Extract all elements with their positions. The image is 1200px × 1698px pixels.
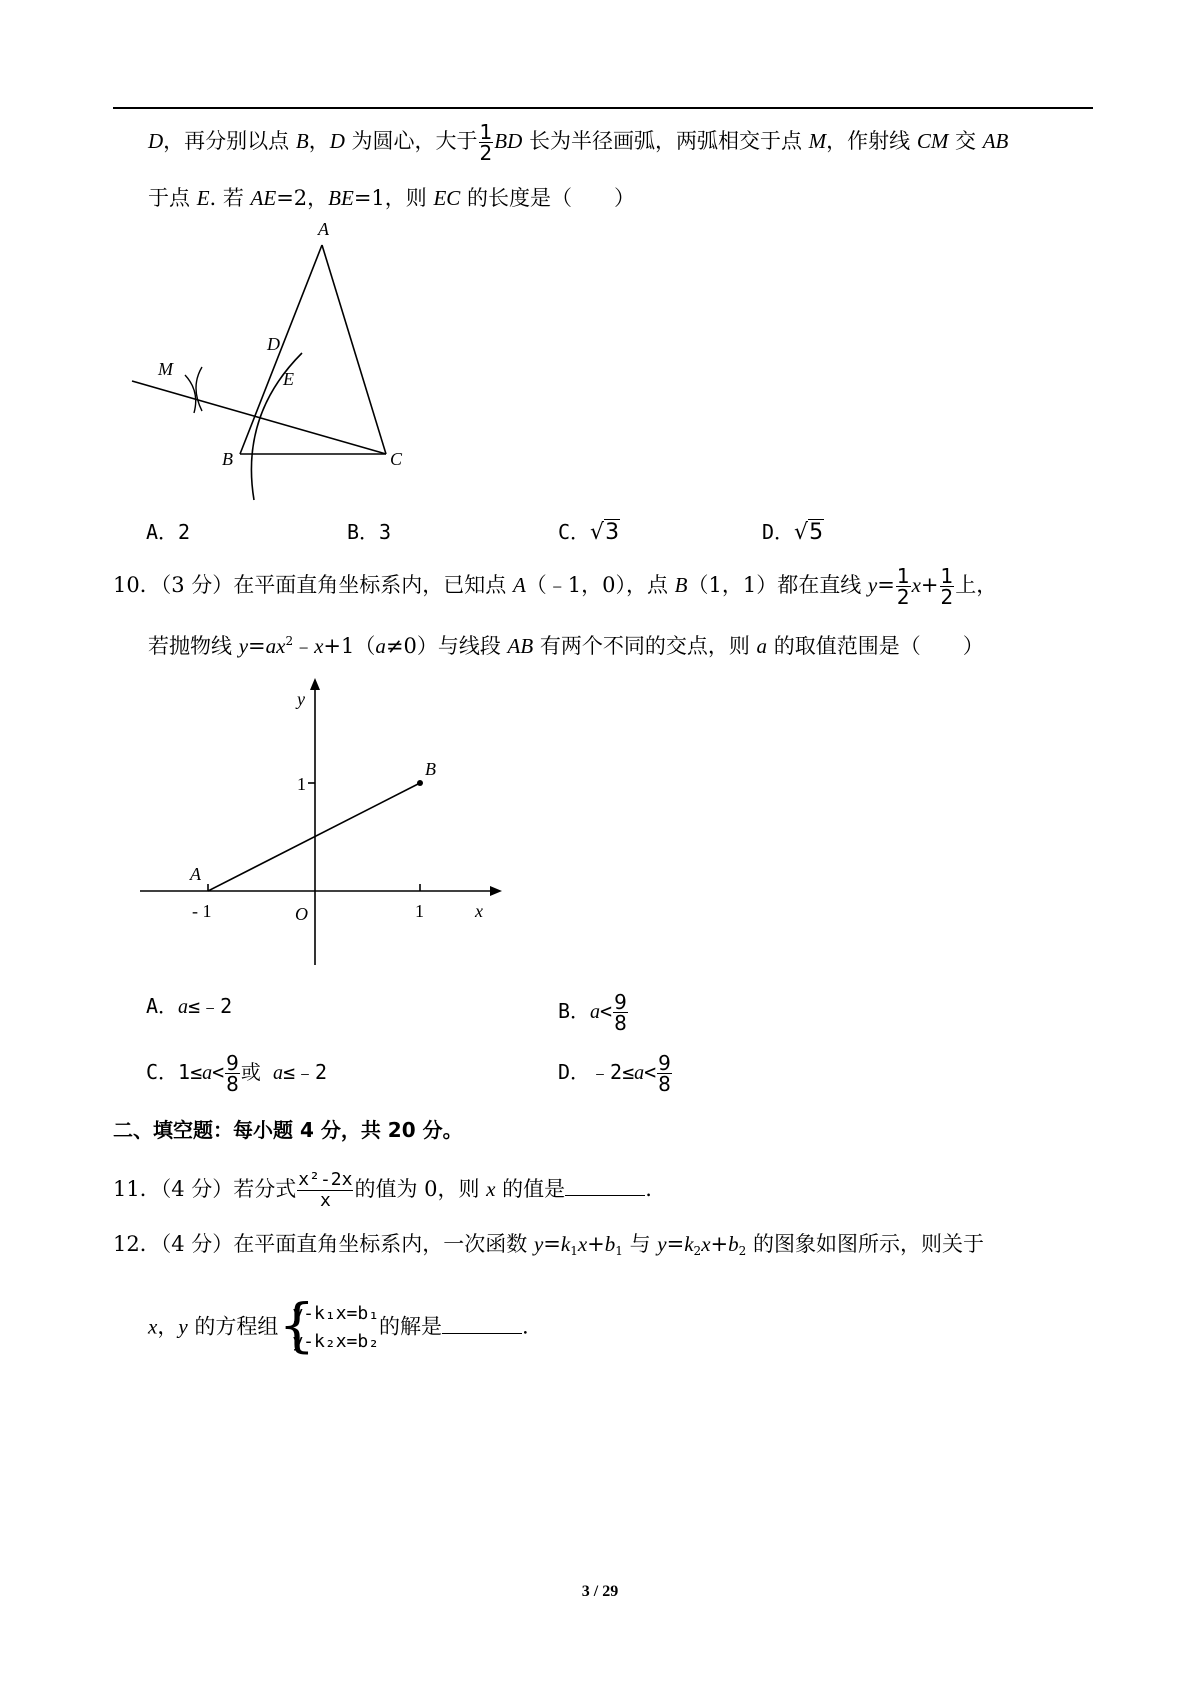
section-title: 二、填空题：每小题 4 分，共 20 分。 — [113, 1118, 463, 1142]
q12-answer-blank[interactable] — [442, 1313, 522, 1334]
q9-fraction: $\frac{1}{2}$ — [479, 120, 493, 165]
q10-line2: 若抛物线 $y=ax^2﹣x+1(a\ne 0)$与线段 AB 有两个不同的交点，则 a 的取值范围是（ ） — [148, 634, 984, 658]
q9-text: 为圆心，大于 — [344, 129, 478, 153]
ray-CM — [132, 381, 386, 454]
label-M: M — [158, 359, 173, 379]
q10-line1: 10．（3 分）在平面直角坐标系内，已知点 A（﹣1，0），点 B（1，1）都在直线 y= $\frac{1}{2}$ x+ $\frac{1}{2}$ 上， — [113, 564, 998, 609]
segment-AB — [240, 245, 322, 454]
brace-icon: { — [278, 1291, 316, 1359]
label-one-x: 1 — [415, 901, 424, 921]
q12-line1: 12．（4 分）在平面直角坐标系内，一次函数 $y=k_1x+b_1$ 与 $y=k_2x+b_2$ 的图象如图所示，则关于 — [113, 1232, 984, 1258]
q9-text: M — [808, 129, 827, 153]
label-x: x — [475, 901, 483, 921]
q9-option-b: B．3 — [347, 520, 392, 544]
q10-fraction-1: $\frac{1}{2}$ — [896, 564, 910, 609]
q10-option-a: A．a≤﹣2 — [146, 994, 233, 1018]
q10-option-c: C．1≤a< $\frac{9}{8}$ 或 a≤﹣2 — [146, 1051, 328, 1096]
q9-option-d: D．√5 — [762, 520, 824, 545]
q10-option-b: B．a< $\frac{9}{8}$ — [558, 990, 627, 1035]
q9-line2: 于点 E. 若 AE=2，BE=1，则 EC 的长度是（ ） — [148, 186, 635, 210]
label-E: E — [283, 369, 294, 389]
label-C: C — [390, 449, 403, 469]
label-origin: O — [295, 904, 308, 924]
q9-text: ， — [308, 129, 330, 153]
segment-AB — [208, 783, 420, 891]
q11-line: 11．（4 分）若分式 $\frac{\text{x²-2x}}{x}$ 的值为 0，则 x 的值是 . — [113, 1169, 652, 1211]
q9-text: B — [295, 129, 309, 153]
page-number: 3 / 29 — [581, 1583, 619, 1600]
q9-text: ，再分别以点 — [163, 129, 296, 153]
label-one-y: 1 — [297, 774, 306, 794]
q9-text: AB — [982, 129, 1009, 153]
label-B: B — [222, 449, 233, 469]
label-B: B — [425, 759, 436, 779]
x-axis-arrow-icon — [490, 886, 502, 896]
point-B — [417, 780, 423, 786]
q9-line1 — [148, 122, 1008, 163]
fraction-9-8: $\frac{9}{8}$ — [658, 1051, 671, 1096]
q11-answer-blank[interactable] — [565, 1175, 645, 1196]
q9-text: 长为半径画弧，两弧相交于点 — [522, 129, 809, 153]
arc-m-1 — [196, 367, 202, 411]
header-rule — [113, 107, 1093, 109]
label-D: D — [267, 334, 280, 354]
equation-system: { y-k₁x=b₁ y-k₂x=b₂ — [278, 1291, 380, 1359]
q9-text: D — [329, 129, 345, 153]
label-y: y — [297, 689, 305, 709]
q12-line2: x，y 的方程组 { y-k₁x=b₁ y-k₂x=b₂ 的解是 . — [148, 1291, 529, 1359]
sqrt-3: √3 — [590, 520, 620, 545]
q11-fraction: $\frac{\text{x²-2x}}{x}$ — [298, 1169, 353, 1211]
q9-text: ，作射线 — [826, 129, 917, 153]
q9-text: 交 — [948, 129, 983, 153]
q9-text: BD — [494, 129, 523, 153]
label-neg-one: - 1 — [192, 901, 212, 921]
arc-bd — [251, 353, 302, 500]
segment-AC — [322, 245, 386, 454]
label-A: A — [190, 864, 201, 884]
fraction-9-8: $\frac{9}{8}$ — [614, 990, 627, 1035]
q9-option-a: A．2 — [146, 520, 191, 544]
y-axis-arrow-icon — [310, 678, 320, 690]
sqrt-5: √5 — [794, 520, 824, 545]
q10-option-d: D．﹣2≤a< $\frac{9}{8}$ — [558, 1051, 671, 1096]
q9-option-c: C．√3 — [558, 520, 620, 545]
q10-coordinate-figure — [140, 675, 510, 970]
q9-text: D — [148, 129, 164, 153]
arc-m-2 — [185, 375, 196, 413]
q9-triangle-figure — [130, 215, 430, 505]
q10-fraction-2: $\frac{1}{2}$ — [940, 564, 954, 609]
label-A: A — [318, 219, 329, 239]
fraction-9-8: $\frac{9}{8}$ — [226, 1051, 239, 1096]
q9-text: CM — [916, 129, 949, 153]
